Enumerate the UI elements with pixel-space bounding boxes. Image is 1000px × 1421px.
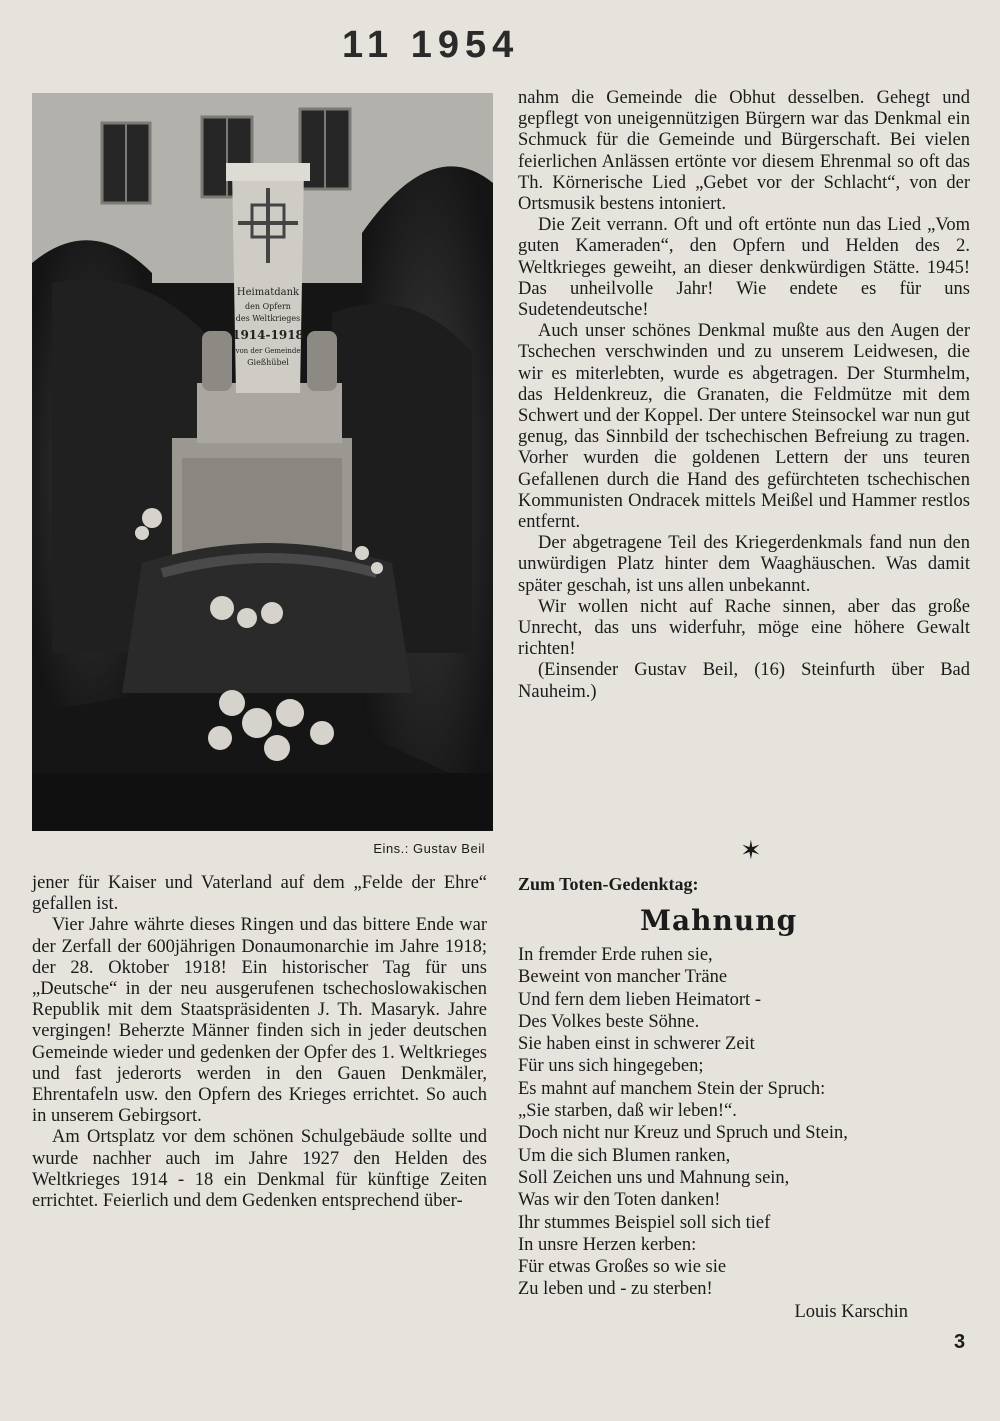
poem-author: Louis Karschin xyxy=(794,1301,908,1322)
poem xyxy=(518,944,978,1323)
poem-line: Und fern dem lieben Heimatort - xyxy=(518,989,761,1010)
monument-photo-graphic xyxy=(32,93,493,831)
poem-line: Doch nicht nur Kreuz und Spruch und Stein, xyxy=(518,1123,848,1144)
article-paragraph: nahm die Gemeinde die Obhut desselben. Gehegt und gepflegt von uneigennützigen Bürgern war das Denkmal ein Schmuck für die Gemeinde und Bürgerschaft. Bei vielen feierlichen Anlässen ertönte vor diesem Ehrenmal so oft das Th. Körnerische Lied „Gebet vor der Schlacht“, von der Ortsmusik bestens intoniert. xyxy=(518,88,970,215)
poem-line: Sie haben einst in schwerer Zeit xyxy=(518,1034,755,1055)
article-paragraph: Die Zeit verrann. Oft und oft ertönte nun das Lied „Vom guten Kameraden“, den Opfern und Helden des 2. Weltkrieges geweiht, an dieser denkwürdigen Stätte. 1945! Das unheilvolle Jahr! Wie endete es für uns Sudetendeutsche! xyxy=(518,215,970,321)
poem-line: Es mahnt auf manchem Stein der Spruch: xyxy=(518,1078,826,1099)
article-right-column xyxy=(518,88,970,703)
poem-heading: Zum Toten-Gedenktag: xyxy=(518,874,699,894)
article-paragraph: jener für Kaiser und Vaterland auf dem „Felde der Ehre“ gefallen ist. xyxy=(32,873,487,915)
poem-line: „Sie starben, daß wir leben!“. xyxy=(518,1101,737,1122)
contributor-note: (Einsender Gustav Beil, (16) Steinfurth über Bad Nauheim.) xyxy=(518,660,970,702)
poem-line: Beweint von mancher Träne xyxy=(518,967,728,988)
poem-line: In unsre Herzen kerben: xyxy=(518,1234,697,1255)
monument-line: 1914-1918 xyxy=(232,328,304,342)
monument-line: des Weltkrieges xyxy=(235,314,301,323)
date-stamp: 11 1954 xyxy=(342,24,520,66)
poem-line: Um die sich Blumen ranken, xyxy=(518,1145,731,1166)
monument-line: von der Gemeinde xyxy=(235,347,301,355)
article-paragraph: Auch unser schönes Denkmal mußte aus den Augen der Tschechen verschwinden und zu unserem Leidwesen, die wir es miterlebten, wurde es abgetragen. Der Sturmhelm, das Heldenkreuz, die Granaten, die Feldmütze mit dem Schwert und der Koppel. Der untere Steinsockel war nun gut genug, das Sinnbild der tschechischen Befreiung zu tragen. Vorher wurden die goldenen Lettern der uns teuren Gefallenen durch die Hand des gefürchteten tschechischen Kommunisten Ondracek mittels Meißel und Hammer restlos entfernt. xyxy=(518,321,970,533)
monument-photo xyxy=(32,93,493,831)
poem-line: Für etwas Großes so wie sie xyxy=(518,1257,727,1278)
article-paragraph: Vier Jahre währte dieses Ringen und das bittere Ende war der Zerfall der 600jährigen Donaumonarchie im Jahre 1918; der 28. Oktober 1918! Ein historischer Tag für uns „Deutsche“ in der neu ausgerufenen tschechoslowakischen Republik mit dem Staatspräsidenten J. Th. Masaryk. Jahre vergingen! Beherzte Männer finden sich in jeder deutschen Gemeinde wieder und gedenken der Opfer des 1. Weltkrieges und fast jederorts werden in den Gauen Denkmäler, Ehrentafeln usw. den Opfern des Krieges errichtet. So auch in unserem Gebirgsort. xyxy=(32,915,487,1127)
article-paragraph: Am Ortsplatz vor dem schönen Schulgebäude sollte und wurde nachher auch im Jahre 1927 den Helden des Weltkrieges 1914 - 18 ein Denkmal für künftige Zeiten errichtet. Feierlich und dem Gedenken entsprechend über- xyxy=(32,1127,487,1212)
monument-line: Gießhübel xyxy=(247,358,289,367)
monument-line: den Opfern xyxy=(245,302,291,311)
poem-line: Was wir den Toten danken! xyxy=(518,1190,721,1211)
article-left-column xyxy=(32,873,487,1212)
article-paragraph: Wir wollen nicht auf Rache sinnen, aber das große Unrecht, das uns widerfuhr, möge eine höhere Gewalt richten! xyxy=(518,596,970,660)
photo-caption: Eins.: Gustav Beil xyxy=(373,841,485,856)
poem-line: Des Volkes beste Söhne. xyxy=(518,1011,700,1032)
article-paragraph: Der abgetragene Teil des Kriegerdenkmals fand nun den unwürdigen Platz hinter dem Waaghäuschen. Was damit später geschah, ist uns allen unbekannt. xyxy=(518,533,970,596)
star-divider-icon: ✶ xyxy=(740,836,762,866)
poem-title: Mahnung xyxy=(640,904,798,937)
poem-line: Soll Zeichen uns und Mahnung sein, xyxy=(518,1167,790,1188)
poem-line: Zu leben und - zu sterben! xyxy=(518,1279,713,1300)
poem-line: In fremder Erde ruhen sie, xyxy=(518,945,713,965)
monument-line: Heimatdank xyxy=(236,287,300,298)
poem-line: Ihr stummes Beispiel soll sich tief xyxy=(518,1212,771,1233)
page-number: 3 xyxy=(954,1331,966,1353)
poem-line: Für uns sich hingegeben; xyxy=(518,1056,704,1077)
